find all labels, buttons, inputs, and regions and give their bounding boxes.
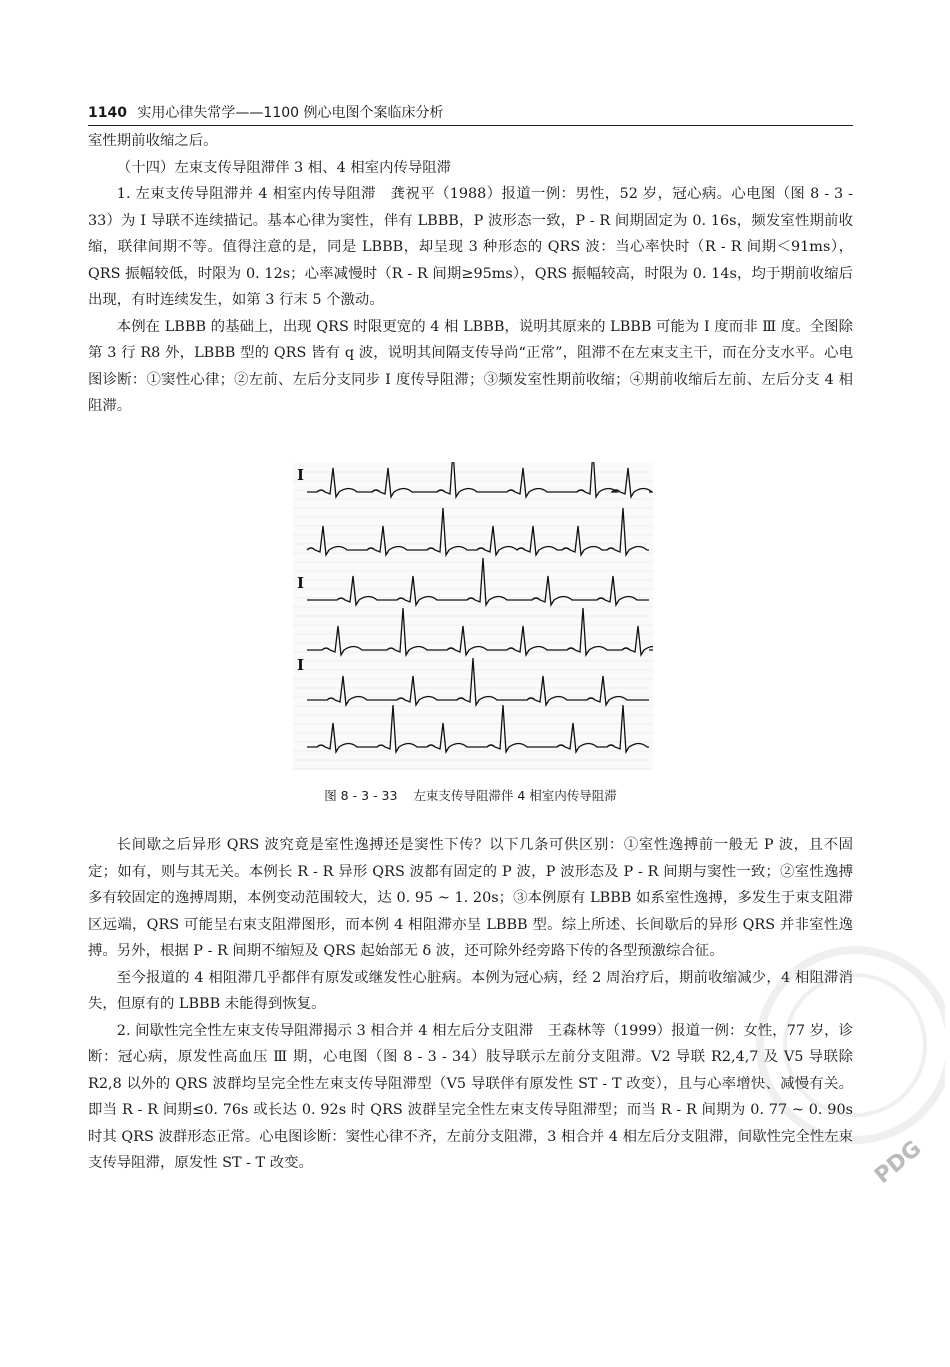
paragraph-1: 1. 左束支传导阻滞并 4 相室内传导阻滞 龚祝平（1988）报道一例：男性，52 岁，冠心病。心电图（图 8 - 3 - 33）为 Ⅰ 导联不连续描记。基本心律为窦性，伴有 LBBB，P 波形态一致，P - R 间期固定为 0. 16s，频发室性期前收缩，联律间期不等。值得注意的是，同是 LBBB，却呈现 3 种形态的 QRS 波：当心率快时（R - R 间期＜91ms），QRS 振幅较低，时限为 0. 12s；心率减慢时（R - R 间期≥95ms），QRS 振幅较高，时限为 0. 14s，均于期前收缩后出现，有时连续发生，如第 3 行末 5 个激动。	[88, 186, 853, 308]
caption-text: 左束支传导阻滞伴 4 相室内传导阻滞	[413, 788, 617, 803]
page-header	[88, 102, 853, 126]
paragraph-5: 2. 间歇性完全性左束支传导阻滞揭示 3 相合并 4 相左后分支阻滞 王森林等（1999）报道一例：女性，77 岁，诊断：冠心病，原发性高血压 Ⅲ 期，心电图（图 8 - 3 - 34）肢导联示左前分支阻滞。V2 导联 R2,4,7 及 V5 导联除 R2,8 以外的 QRS 波群均呈完全性左束支传导阻滞型（V5 导联伴有原发性 ST - T 改变），且与心率增快、减慢有关。即当 R - R 间期≤0. 76s 或长达 0. 92s 时 QRS 波群呈完全性左束支传导阻滞型；而当 R - R 间期为 0. 77 ~ 0. 90s 时其 QRS 波群形态正常。心电图诊断：窦性心律不齐，左前分支阻滞，3 相合并 4 相左后分支阻滞，间歇性完全性左束支传导阻滞，原发性 ST - T 改变。	[88, 1022, 853, 1171]
paragraph-3: 长间歇之后异形 QRS 波究竟是室性逸搏还是窦性下传？以下几条可供区别：①室性逸搏前一般无 P 波，且不固定；如有，则与其无关。本例长 R - R 异形 QRS 波都有固定的 P 波，P 波形态及 P - R 间期与窦性一致；②室性逸搏多有较固定的逸搏周期，本例变动范围较大，达 0. 95 ~ 1. 20s；③本例原有 LBBB 如系室性逸搏，多发生于束支阻滞区远端，QRS 可能呈右束支阻滞图形，而本例 4 相阻滞亦呈 LBBB 型。综上所述、长间歇后的异形 QRS 并非室性逸搏。另外，根据 P - R 间期不缩短及 QRS 起始部无 δ 波，还可除外经旁路下传的各型预激综合征。	[88, 837, 853, 959]
page-number: 1140	[88, 105, 127, 121]
watermark-text: PDG	[870, 1136, 927, 1189]
continuation-line: 室性期前收缩之后。	[88, 133, 218, 149]
section-heading: （十四）左束支传导阻滞伴 3 相、4 相室内传导阻滞	[116, 159, 452, 176]
book-title: 实用心律失常学——1100 例心电图个案临床分析	[137, 105, 444, 121]
caption-number: 图 8 - 3 - 33	[324, 788, 398, 803]
lead-label-3: I	[297, 656, 305, 674]
paragraph-2: 本例在 LBBB 的基础上，出现 QRS 时限更宽的 4 相 LBBB，说明其原来的 LBBB 可能为 Ⅰ 度而非 Ⅲ 度。全图除第 3 行 R8 外，LBBB 型的 QRS 皆有 q 波，说明其间隔支传导尚“正常”，阻滞不在左束支主干，而在分支水平。心电图诊断：①窦性心律；②左前、左后分支同步 Ⅰ 度传导阻滞；③频发室性期前收缩；④期前收缩后左前、左后分支 4 相阻滞。	[88, 318, 853, 414]
lead-label-1: I	[297, 466, 305, 484]
body-text-top	[88, 128, 853, 420]
lead-label-2: I	[297, 574, 305, 592]
paragraph-4: 至今报道的 4 相阻滞几乎都伴有原发或继发性心脏病。本例为冠心病，经 2 周治疗后，期前收缩减少，4 相阻滞消失，但原有的 LBBB 未能得到恢复。	[88, 969, 853, 1012]
figure-caption	[88, 786, 853, 804]
body-text-bottom	[88, 832, 853, 1177]
ecg-strips	[293, 462, 653, 770]
ecg-figure	[293, 462, 653, 770]
